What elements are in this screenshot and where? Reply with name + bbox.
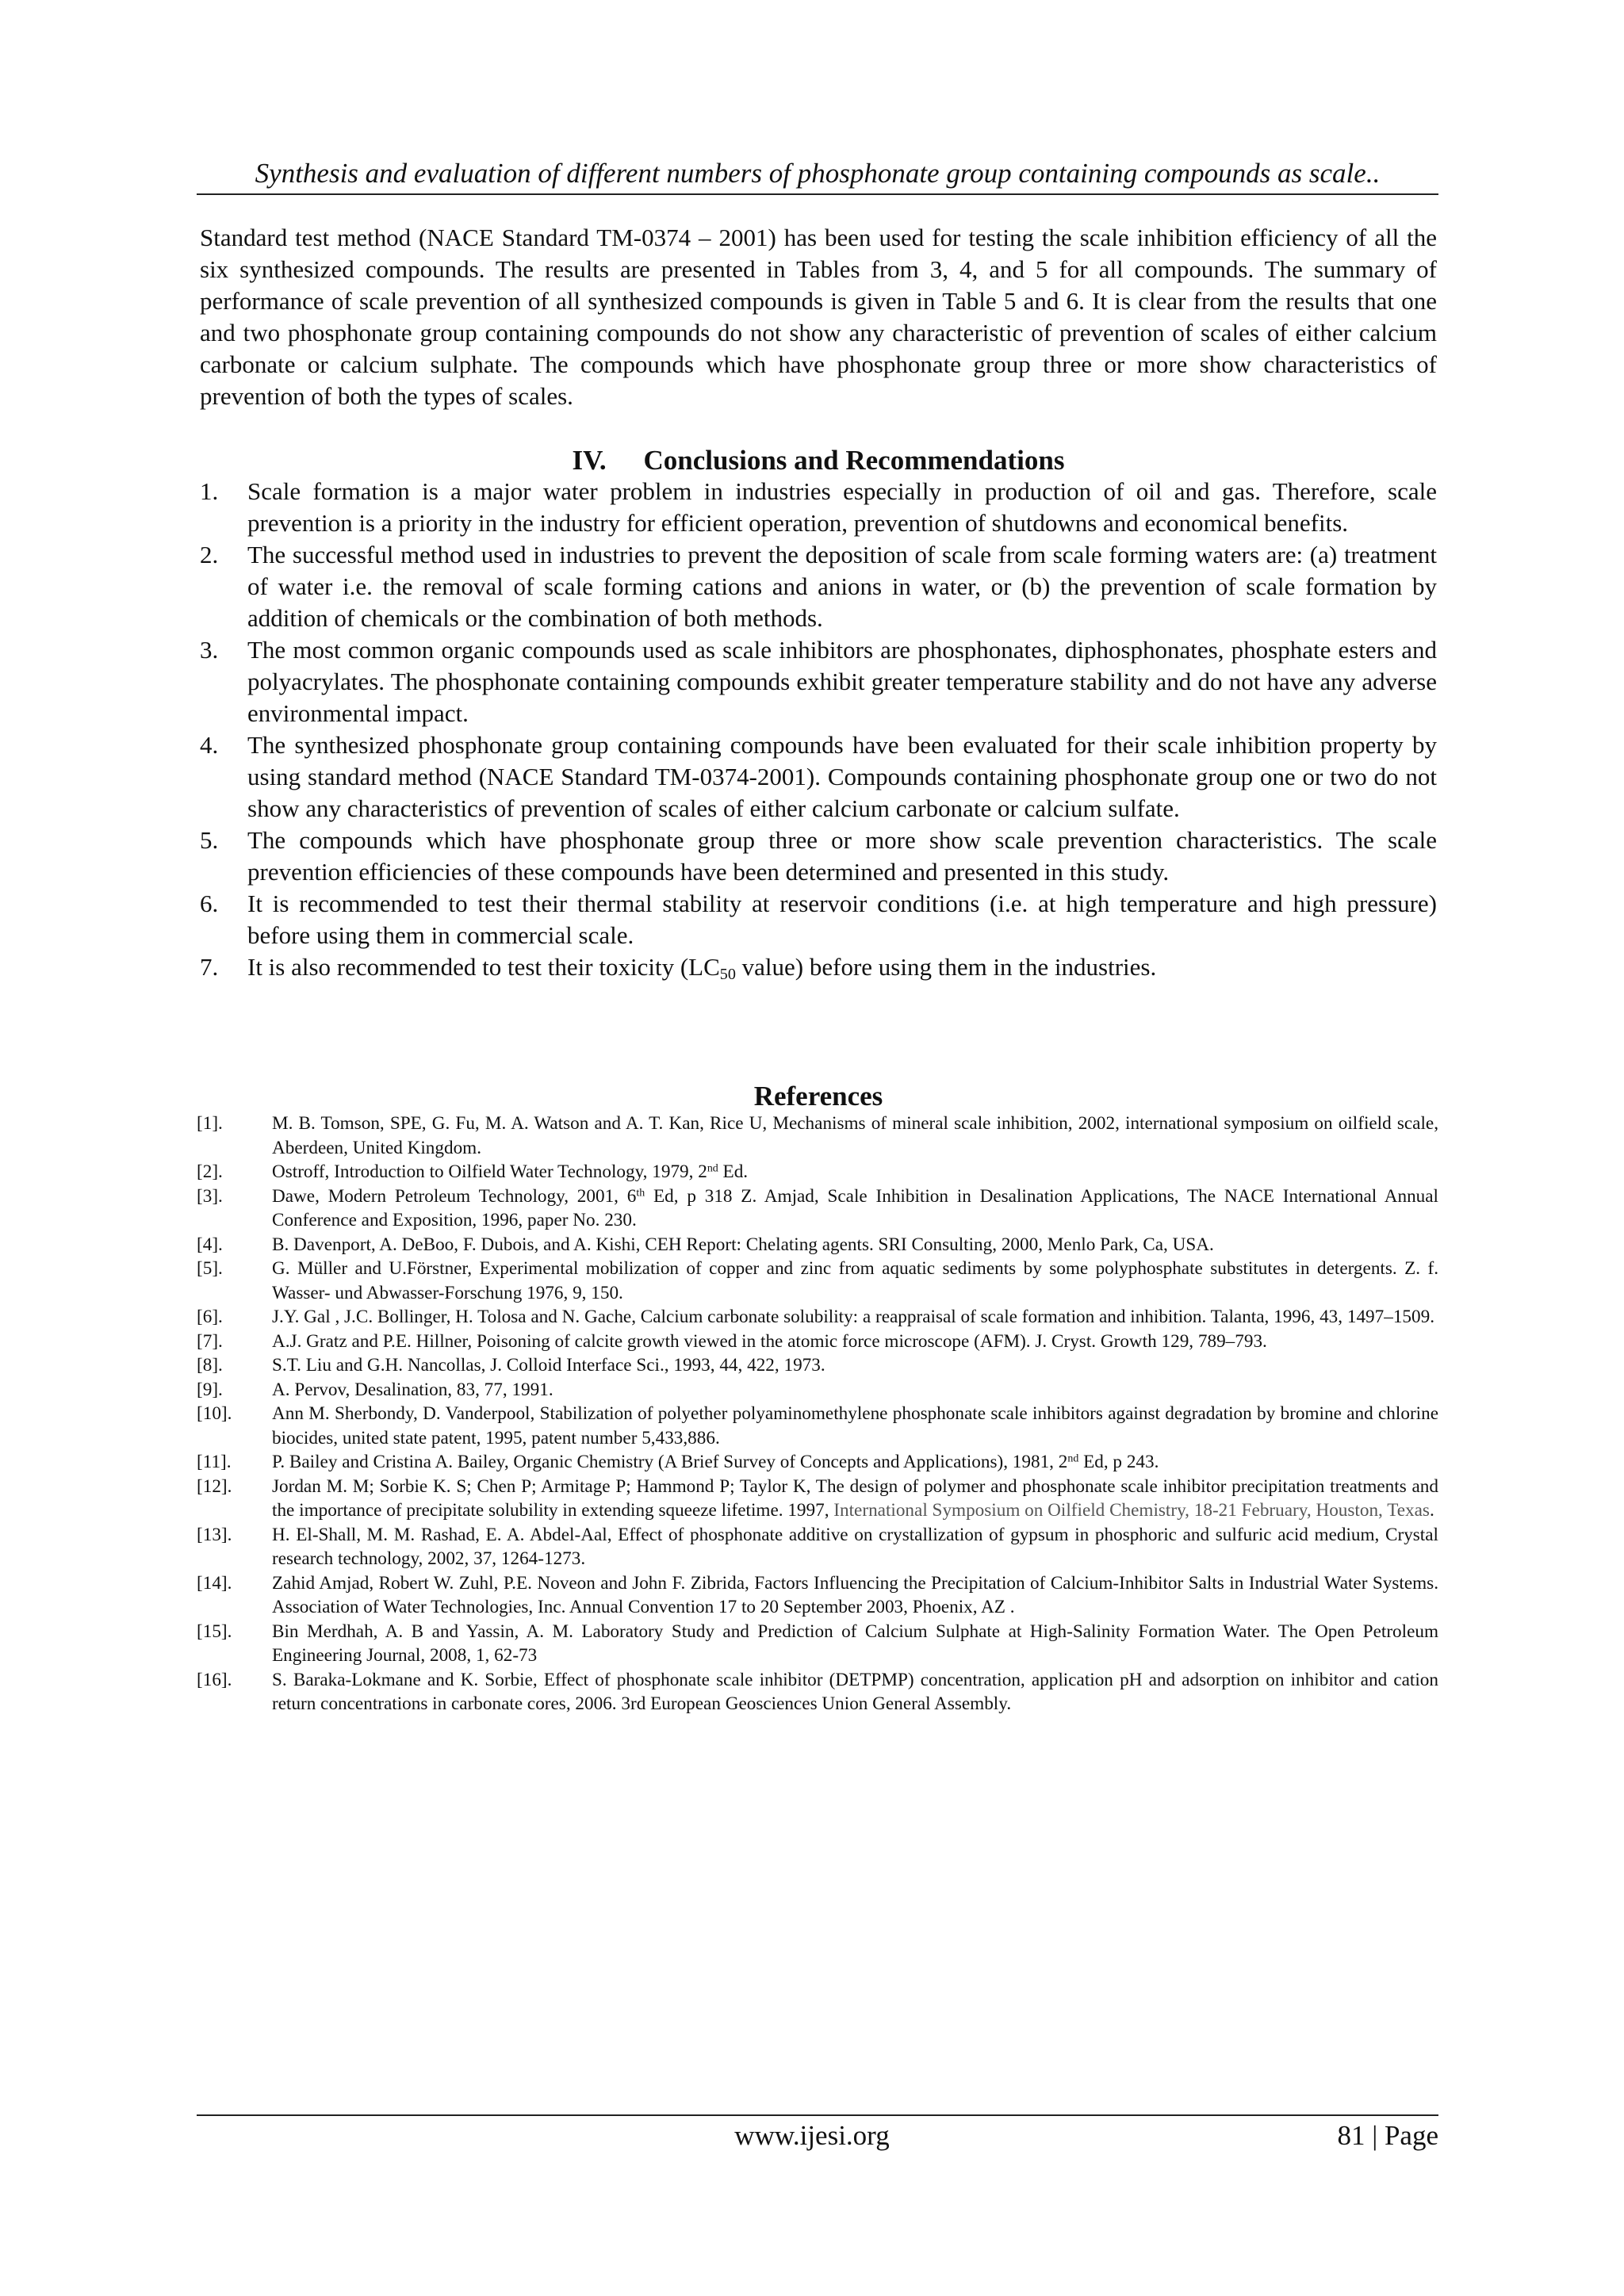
conclusion-number: 5.	[200, 826, 219, 854]
reference-text: H. El-Shall, M. M. Rashad, E. A. Abdel-Aal, Effect of phosphonate additive on crystallization of gypsum in phosphoric and sulfuric acid medium, Crystal research technology, 2002, 37, 1264-1273.	[272, 1524, 1438, 1569]
reference-number: [13].	[197, 1524, 232, 1545]
conclusion-text: The compounds which have phosphonate group three or more show scale prevention characteristics. The scale prevention efficiencies of these compounds have been determined and presented in this study.	[247, 826, 1437, 886]
conclusion-text: It is recommended to test their thermal stability at reservoir conditions (i.e. at high temperature and high pressure) before using them in commercial scale.	[247, 890, 1437, 949]
reference-number: [6].	[197, 1307, 223, 1327]
reference-text: B. Davenport, A. DeBoo, F. Dubois, and A. Kishi, CEH Report: Chelating agents. SRI Consulting, 2000, Menlo Park, Ca, USA.	[272, 1234, 1214, 1255]
reference-item	[197, 1184, 1438, 1233]
reference-number: [8].	[197, 1355, 223, 1376]
reference-text: G. Müller and U.Förstner, Experimental mobilization of copper and zinc from aquatic sediments by some polyphosphate substitutes in detergents. Z. f. Wasser- und Abwasser-Forschung 1976, 9, 150.	[272, 1258, 1438, 1303]
reference-item	[197, 1523, 1438, 1571]
reference-item	[197, 1353, 1438, 1378]
reference-text: S.T. Liu and G.H. Nancollas, J. Colloid Interface Sci., 1993, 44, 422, 1973.	[272, 1355, 825, 1376]
reference-text: Ann M. Sherbondy, D. Vanderpool, Stabilization of polyether polyaminomethylene phosphonate scale inhibitors against degradation by bromine and chlorine biocides, united state patent, 1995, patent number 5,433,886.	[272, 1403, 1438, 1448]
conclusion-number: 4.	[200, 731, 219, 759]
section-number: IV.	[572, 445, 607, 476]
conclusion-item	[200, 888, 1437, 951]
reference-item	[197, 1620, 1438, 1668]
reference-item	[197, 1668, 1438, 1716]
reference-item	[197, 1475, 1438, 1523]
superscript: nd	[707, 1162, 718, 1175]
conclusion-text: The most common organic compounds used as scale inhibitors are phosphonates, diphosphonates, phosphate esters and polyacrylates. The phosphonate containing compounds exhibit greater temperature stability and do not have any adverse environmental impact.	[247, 636, 1437, 727]
reference-item	[197, 1450, 1438, 1475]
reference-text-after: Ed, p 318 Z. Amjad, Scale Inhibition in Desalination Applications, The NACE International Annual Conference and Exposition, 1996, paper No. 230.	[272, 1185, 1438, 1230]
reference-text-after: .	[1429, 1500, 1434, 1521]
reference-text: M. B. Tomson, SPE, G. Fu, M. A. Watson and A. T. Kan, Rice U, Mechanisms of mineral scale inhibition, 2002, international symposium on oilfield scale, Aberdeen, United Kingdom.	[272, 1113, 1438, 1158]
reference-number: [1].	[197, 1113, 223, 1134]
reference-text: J.Y. Gal , J.C. Bollinger, H. Tolosa and N. Gache, Calcium carbonate solubility: a reappraisal of scale formation and inhibition. Talanta, 1996, 43, 1497–1509.	[272, 1307, 1435, 1327]
reference-text: Zahid Amjad, Robert W. Zuhl, P.E. Noveon and John F. Zibrida, Factors Influencing the Precipitation of Calcium-Inhibitor Salts in Industrial Water Systems. Association of Water Technologies, Inc. Annual Convention 17 to 20 September 2003, Phoenix, AZ .	[272, 1572, 1438, 1617]
reference-number: [9].	[197, 1379, 223, 1400]
references-list	[197, 1112, 1438, 1716]
reference-item	[197, 1402, 1438, 1450]
reference-number: [11].	[197, 1452, 232, 1472]
reference-text: A. Pervov, Desalination, 83, 77, 1991.	[272, 1379, 553, 1400]
conclusion-item	[200, 729, 1437, 825]
conclusion-text-before: It is also recommended to test their toxicity (LC	[247, 953, 720, 981]
section-title: Conclusions and Recommendations	[643, 445, 1065, 476]
reference-text: A.J. Gratz and P.E. Hillner, Poisoning of calcite growth viewed in the atomic force microscope (AFM). J. Cryst. Growth 129, 789–793.	[272, 1330, 1267, 1352]
intro-paragraph-block	[200, 222, 1437, 412]
reference-number: [16].	[197, 1669, 232, 1690]
superscript: nd	[1067, 1452, 1079, 1465]
conclusion-number: 1.	[200, 477, 219, 505]
reference-text-venue: International Symposium on Oilfield Chemistry, 18-21 February, Houston, Texas	[833, 1500, 1430, 1521]
reference-text-before: Ostroff, Introduction to Oilfield Water Technology, 1979, 2	[272, 1161, 707, 1182]
footer-website: www.ijesi.org	[734, 2120, 890, 2151]
running-header: Synthesis and evaluation of different numbers of phosphonate group containing compounds as scale..	[255, 158, 1381, 189]
conclusion-text-after: value) before using them in the industries.	[735, 953, 1157, 981]
reference-text-after: Ed.	[718, 1161, 749, 1182]
reference-item	[197, 1112, 1438, 1160]
conclusion-text: The synthesized phosphonate group containing compounds have been evaluated for their scale inhibition property by using standard method (NACE Standard TM-0374-2001). Compounds containing phosphonate group one or two do not show any characteristics of prevention of scales of either calcium carbonate or calcium sulfate.	[247, 731, 1437, 822]
conclusion-item	[200, 825, 1437, 888]
conclusion-item	[200, 951, 1437, 983]
reference-number: [15].	[197, 1621, 232, 1642]
reference-item	[197, 1160, 1438, 1184]
reference-item	[197, 1330, 1438, 1354]
conclusion-number: 7.	[200, 953, 219, 981]
reference-text-before: P. Bailey and Cristina A. Bailey, Organic Chemistry (A Brief Survey of Concepts and Applications), 1981, 2	[272, 1452, 1068, 1472]
reference-number: [5].	[197, 1258, 223, 1279]
conclusion-text: The successful method used in industries to prevent the deposition of scale from scale forming waters are: (a) treatment of water i.e. the removal of scale forming cations and anions in water, or (b) the prevention of scale formation by addition of chemicals or the combination of both methods.	[247, 541, 1437, 632]
reference-number: [14].	[197, 1572, 232, 1594]
reference-number: [4].	[197, 1234, 223, 1255]
reference-number: [12].	[197, 1475, 232, 1497]
references-heading: References	[753, 1081, 883, 1112]
reference-text-before: Dawe, Modern Petroleum Technology, 2001, 6	[272, 1185, 637, 1207]
reference-item	[197, 1378, 1438, 1402]
footer-page-number: 81 | Page	[1337, 2120, 1438, 2151]
conclusion-number: 6.	[200, 890, 219, 917]
reference-number: [10].	[197, 1403, 232, 1424]
superscript: th	[636, 1186, 645, 1199]
conclusion-item	[200, 476, 1437, 539]
subscript: 50	[719, 966, 736, 984]
conclusion-number: 2.	[200, 541, 219, 568]
conclusion-number: 3.	[200, 636, 219, 664]
intro-paragraph: Standard test method (NACE Standard TM-0374 – 2001) has been used for testing the scale inhibition efficiency of all the six synthesized compounds. The results are presented in Tables from 3, 4, and 5 for all compounds. The summary of performance of scale prevention of all synthesized compounds is given in Table 5 and 6. It is clear from the results that one and two phosphonate group containing compounds do not show any characteristic of prevention of scales of either calcium carbonate or calcium sulphate. The compounds which have phosphonate group three or more show characteristics of prevention of both the types of scales.	[200, 224, 1437, 410]
header-divider	[197, 193, 1438, 195]
reference-number: [2].	[197, 1161, 223, 1182]
reference-item	[197, 1257, 1438, 1305]
footer-divider	[197, 2114, 1438, 2116]
reference-number: [3].	[197, 1185, 223, 1207]
reference-number: [7].	[197, 1330, 223, 1352]
reference-item	[197, 1571, 1438, 1620]
section-heading-conclusions	[200, 443, 1437, 478]
reference-text: S. Baraka-Lokmane and K. Sorbie, Effect of phosphonate scale inhibitor (DETPMP) concentration, application pH and adsorption on inhibitor and cation return concentrations in carbonate cores, 2006. 3rd European Geosciences Union General Assembly.	[272, 1669, 1438, 1714]
reference-text: Jordan M. M; Sorbie K. S; Chen P; Armitage P; Hammond P; Taylor K, The design of polymer and phosphonate scale inhibitor precipitation treatments and the importance of precipitate solubility in extending squeeze lifetime. 1997,	[272, 1475, 1438, 1521]
reference-item	[197, 1233, 1438, 1257]
conclusions-list	[200, 476, 1437, 983]
reference-text: Bin Merdhah, A. B and Yassin, A. M. Laboratory Study and Prediction of Calcium Sulphate at High-Salinity Formation Water. The Open Petroleum Engineering Journal, 2008, 1, 62-73	[272, 1621, 1438, 1666]
conclusion-item	[200, 634, 1437, 729]
conclusion-item	[200, 539, 1437, 634]
reference-text-after: Ed, p 243.	[1078, 1452, 1159, 1472]
conclusion-text: Scale formation is a major water problem in industries especially in production of oil and gas. Therefore, scale prevention is a priority in the industry for efficient operation, prevention of shutdowns and economical benefits.	[247, 477, 1437, 537]
reference-item	[197, 1305, 1438, 1330]
